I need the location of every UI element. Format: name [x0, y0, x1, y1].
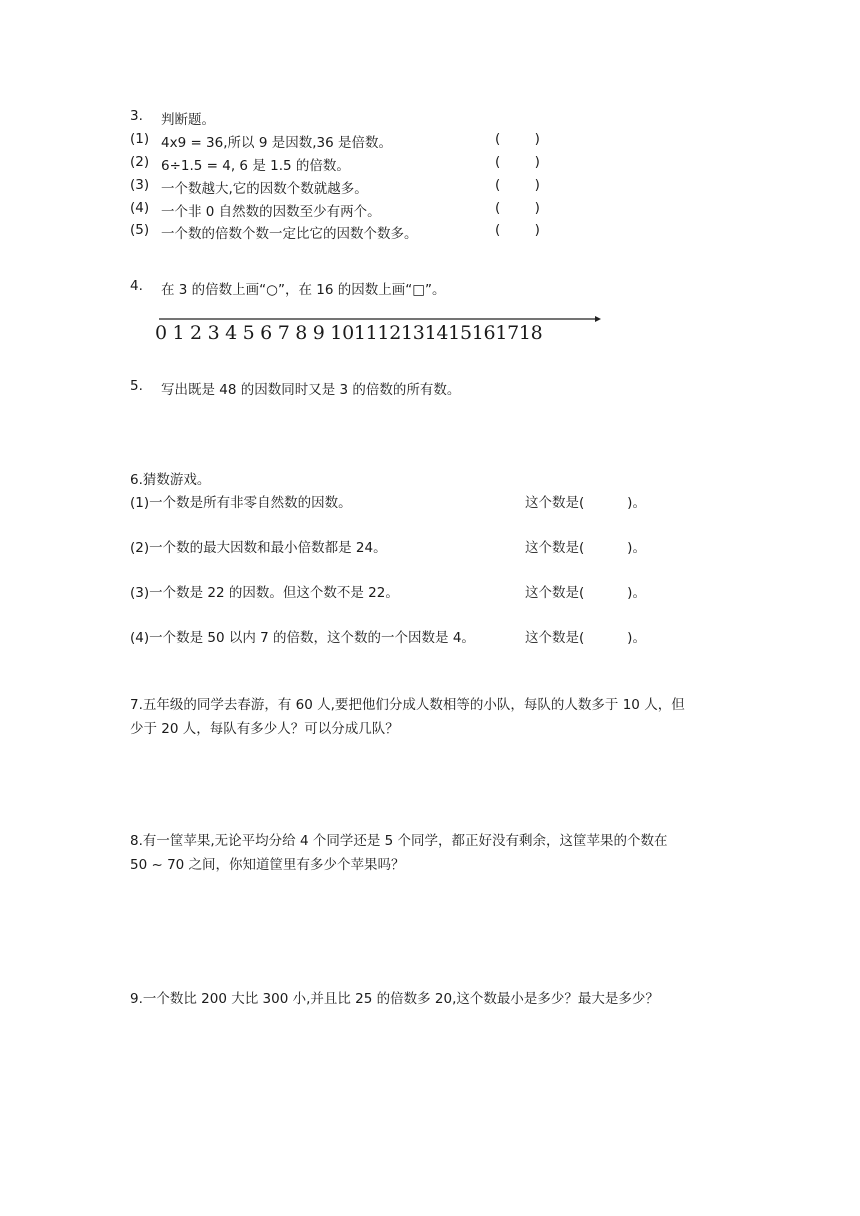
q4-text: 在 3 的倍数上画“○”，在 16 的因数上画“□”。 [161, 282, 446, 298]
q3-item-label: (5) [130, 222, 150, 238]
q3-item-text: 4x9 = 36,所以 9 是因数,36 是倍数。 [161, 135, 392, 151]
number-line[interactable] [155, 312, 605, 352]
q3-item-label: (4) [130, 200, 150, 216]
q9-text: 9.一个数比 200 大比 300 小,并且比 25 的倍数多 20,这个数最小是多少？最大是多少？ [130, 991, 659, 1007]
q5-number: 5. [130, 378, 143, 394]
q6-answer-blank[interactable]: 这个数是( )。 [525, 495, 646, 511]
q3-title: 判断题。 [161, 112, 215, 128]
q3-item-label: (1) [130, 131, 150, 147]
q6-item-text: (2)一个数的最大因数和最小倍数都是 24。 [130, 540, 387, 556]
q3-number: 3. [130, 108, 143, 124]
q3-item-text: 一个非 0 自然数的因数至少有两个。 [161, 204, 381, 220]
number-line-labels: 0 1 2 3 4 5 6 7 8 9 101112131415161718 [155, 322, 543, 344]
q3-item-text: 一个数越大,它的因数个数就越多。 [161, 181, 368, 197]
q6-item-text: (3)一个数是 22 的因数。但这个数不是 22。 [130, 585, 399, 601]
q3-item-label: (3) [130, 177, 150, 193]
q3-item-text: 6÷1.5 = 4, 6 是 1.5 的倍数。 [161, 158, 350, 174]
q6-answer-blank[interactable]: 这个数是( )。 [525, 585, 646, 601]
q7-line-1: 7.五年级的同学去春游，有 60 人,要把他们分成人数相等的小队，每队的人数多于 10 人，但 [130, 697, 685, 713]
q3-answer-blank[interactable]: ( ) [495, 154, 540, 170]
q6-item-text: (1)一个数是所有非零自然数的因数。 [130, 495, 352, 511]
q6-title: 6.猜数游戏。 [130, 472, 211, 488]
q3-item-text: 一个数的倍数个数一定比它的因数个数多。 [161, 226, 418, 242]
q3-answer-blank[interactable]: ( ) [495, 131, 540, 147]
q6-answer-blank[interactable]: 这个数是( )。 [525, 630, 646, 646]
q3-answer-blank[interactable]: ( ) [495, 200, 540, 216]
q6-answer-blank[interactable]: 这个数是( )。 [525, 540, 646, 556]
q3-answer-blank[interactable]: ( ) [495, 222, 540, 238]
q3-answer-blank[interactable]: ( ) [495, 177, 540, 193]
q8-line-2: 50 ~ 70 之间，你知道筐里有多少个苹果吗？ [130, 857, 405, 873]
q8-line-1: 8.有一筐苹果,无论平均分给 4 个同学还是 5 个同学，都正好没有剩余，这筐苹果的个数在 [130, 833, 668, 849]
q7-line-2: 少于 20 人，每队有多少人？可以分成几队？ [130, 721, 399, 737]
q6-item-text: (4)一个数是 50 以内 7 的倍数，这个数的一个因数是 4。 [130, 630, 475, 646]
q5-text: 写出既是 48 的因数同时又是 3 的倍数的所有数。 [161, 382, 461, 398]
q3-item-label: (2) [130, 154, 150, 170]
q4-number: 4. [130, 278, 143, 294]
